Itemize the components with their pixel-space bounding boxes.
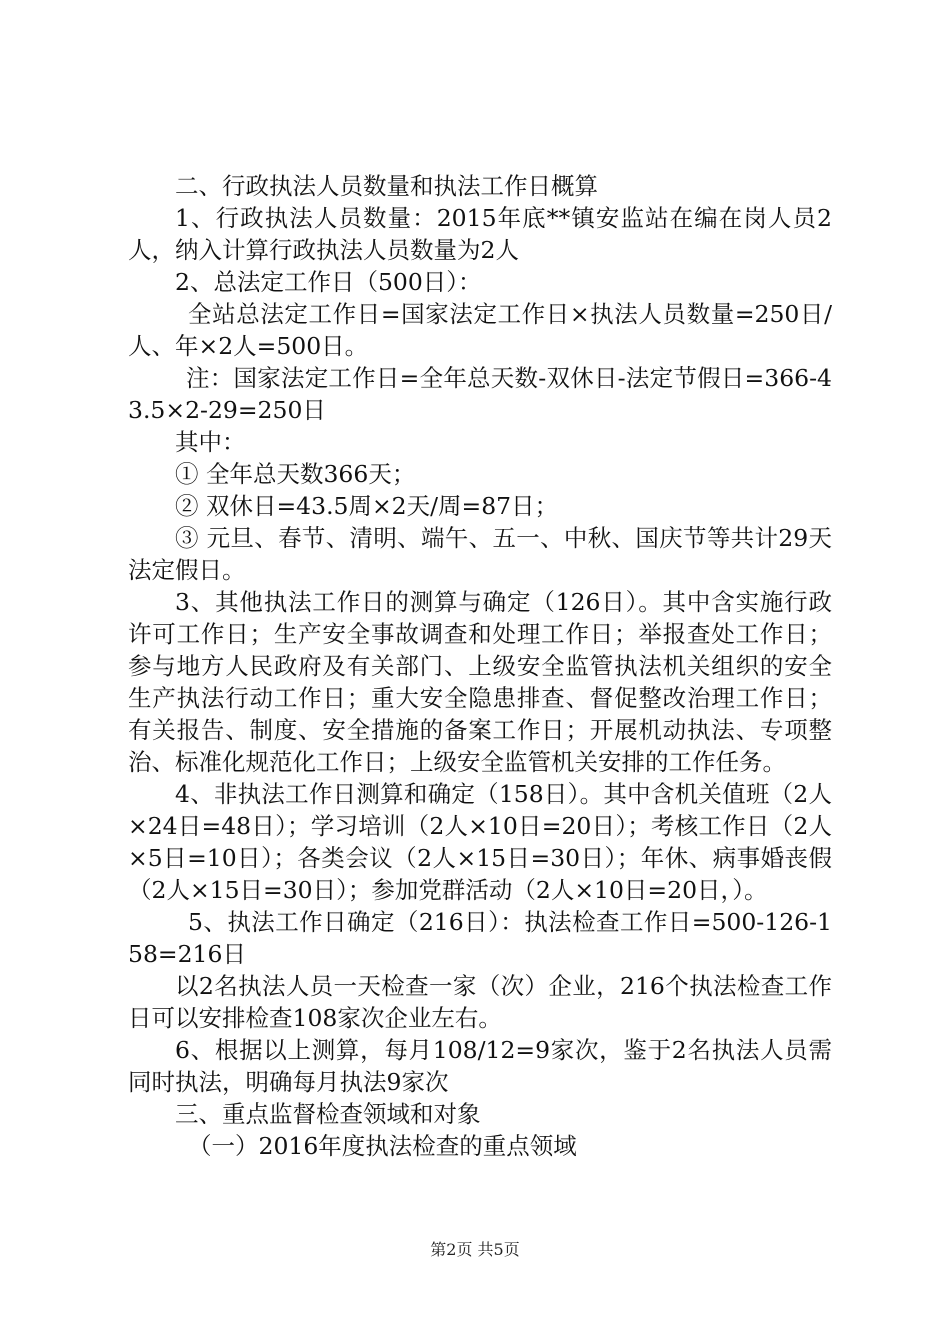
paragraph-non-enforcement-days: 4、非执法工作日测算和确定（158日）。其中含机关值班（2人×24日=48日）；学习培训（2人×10日=20日）；考核工作日（2人×5日=10日）；各类会议（2人×15日=30日）；年休、病事婚丧假（2人×15日=30日）；参加党群活动（2人×10日=20日，）。 — [128, 780, 832, 904]
paragraph-among: 其中： — [175, 428, 246, 456]
paragraph-enforcement-days: 5、执法工作日确定（216日）：执法检查工作日=500-126-158=216日 — [128, 908, 832, 968]
paragraph-note: 注：国家法定工作日=全年总天数-双休日-法定节假日=366-43.5×2-29=250日 — [128, 364, 832, 424]
paragraph-monthly-inspections: 6、根据以上测算，每月108/12=9家次，鉴于2名执法人员需同时执法，明确每月执法9家次 — [128, 1036, 832, 1096]
document-body — [128, 170, 832, 1162]
list-item-weekends: ② 双休日=43.5周×2天/周=87日； — [175, 492, 559, 520]
page-footer: 第2页 共5页 — [430, 1240, 520, 1259]
subsection-heading-one: （一）2016年度执法检查的重点领域 — [188, 1132, 577, 1160]
paragraph-staff-count: 1、行政执法人员数量：2015年底**镇安监站在编在岗人员2人，纳入计算行政执法人员数量为2人 — [128, 204, 832, 264]
paragraph-total-days-formula: 全站总法定工作日=国家法定工作日×执法人员数量=250日/人、年×2人=500日。 — [128, 300, 832, 360]
section-heading-two: 二、行政执法人员数量和执法工作日概算 — [175, 172, 598, 200]
list-item-holidays: ③ 元旦、春节、清明、端午、五一、中秋、国庆节等共计29天法定假日。 — [128, 524, 832, 584]
paragraph-inspection-plan: 以2名执法人员一天检查一家（次）企业，216个执法检查工作日可以安排检查108家次企业左右。 — [128, 972, 832, 1032]
paragraph-other-enforcement-days: 3、其他执法工作日的测算与确定（126日）。其中含实施行政许可工作日；生产安全事故调查和处理工作日；举报查处工作日；参与地方人民政府及有关部门、上级安全监管执法机关组织的安全生产执法行动工作日；重大安全隐患排查、督促整改治理工作日；有关报告、制度、安全措施的备案工作日；开展机动执法、专项整治、标准化规范化工作日；上级安全监管机关安排的工作任务。 — [128, 588, 832, 776]
list-item-total-days: ① 全年总天数366天； — [175, 460, 416, 488]
section-heading-three: 三、重点监督检查领域和对象 — [175, 1100, 481, 1128]
paragraph-total-days-heading: 2、总法定工作日（500日）： — [175, 268, 482, 296]
